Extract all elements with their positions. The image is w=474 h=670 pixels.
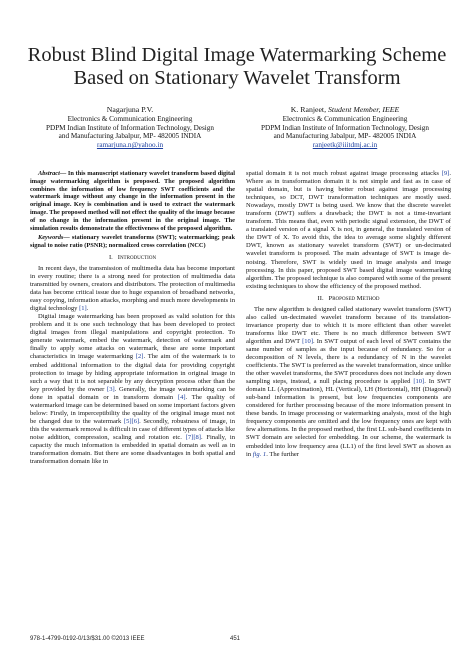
author-institute-line-2: and Manufacturing Jabalpur, MP- 482005 INDIA <box>58 132 202 141</box>
body-text: . The aim of the watermark is to embed additional information to the digital data for providing copyright protection to image by hiding appropriate information in original image in such a way that it is not separable by any decryption process other than the key provided by the owner <box>30 353 236 393</box>
citation-link[interactable]: [2] <box>135 353 144 361</box>
keywords <box>30 234 235 250</box>
author-email-link[interactable]: ramarjuna.n@yahoo.in <box>96 141 164 150</box>
body-text: . In SWT output of each level of SWT contains the same number of samples as the input because of redundancy. So for a decomposition of N levels, there is a redundancy of N in the wavelet coefficients. The SWT is preferred as the wavelet transformation, since unlike the other wavelet transforms, the SWT procedures does not include any down sampling steps, instead, a null placing procedure is applied <box>246 337 451 386</box>
citation-link[interactable]: [10] <box>302 337 314 345</box>
author-institute-line-1: PDPM Indian Institute of Information Technology, Design <box>261 123 429 132</box>
section-title: Introduction <box>117 253 157 261</box>
keywords-label: Keywords— <box>38 234 70 242</box>
author-institute-line-1: PDPM Indian Institute of Information Technology, Design <box>46 123 214 132</box>
intro-paragraph-1 <box>30 265 235 313</box>
citation-link[interactable]: [7][8] <box>185 433 201 441</box>
section-number: II. <box>317 294 324 302</box>
section-heading-introduction <box>30 254 235 262</box>
citation-link[interactable]: [9] <box>441 170 450 177</box>
method-paragraph-1 <box>246 306 451 459</box>
body-text: . Secondly, robustness of image, in this the watermark removal is difficult in case of different types of attacks like noise addition, compression, scaling and rotation etc. <box>30 417 236 441</box>
right-column <box>246 170 451 459</box>
author-name <box>250 104 440 115</box>
intro-paragraph-2 <box>30 313 235 466</box>
author-department: Electronics & Communication Engineering <box>282 115 408 123</box>
abstract-label: Abstract— <box>38 170 67 177</box>
body-text: . The quality of watermarked image can be determined based on some important factors given below: Firstly, in imperceptibility the quality of the original image must not be changed due to the watermark <box>30 393 236 425</box>
author-institute-line-2: and Manufacturing Jabalpur, MP- 482005 INDIA <box>273 132 417 141</box>
author-name-text: K. Ranjeet, <box>290 105 327 114</box>
figure-reference-link[interactable]: fig. 1 <box>252 450 267 458</box>
author-block-1 <box>35 104 225 150</box>
body-text: . The further <box>266 450 299 458</box>
keywords-text: stationary wavelet transforms (SWT); watermarking; peak signal to noise ratio (PSNR); normalized cross correlation (NCC) <box>30 234 235 250</box>
intro-paragraph-3 <box>246 170 451 291</box>
left-column <box>30 170 235 466</box>
body-text: In recent days, the transmission of multimedia data has become important in every routine; there is a strong need for protection of multimedia data transmitted by owners, creators and distributors. The protection of multimedia data has become critical issue due to huge expansion of broadband networks, easy copying, information attacks, morphing and much more developments in digital technology <box>30 264 235 313</box>
citation-link[interactable]: [5][6] <box>123 417 140 425</box>
body-text: . In SWT domain LL (Approximation), HL (Vertical), LH (Horizontal), HH (Diagonal) sub-band information is present, but low frequencies components are considered for further processing because of the more information present in these bands. In image processing or watermarking analysis, most of the high frequency components are omitted and the low frequency ones are kept with few alternations. In the proposed method, the first LL sub-band coefficients in SWT domain are selected for embedding. In our scheme, the watermark is embedded into low frequency area (LL1) of the first level SWT as shown as in <box>246 378 451 458</box>
author-block-2 <box>250 104 440 150</box>
author-email-link[interactable]: ranjeetk@iiitdmj.ac.in <box>312 141 378 150</box>
section-number: I. <box>108 253 113 261</box>
abstract <box>30 170 235 232</box>
body-text: The new algorithm is designed called stationary wavelet transform (SWT) also called un-decimated wavelet transform because of its translation-invariance property due to which it is more efficient than other wavelet transforms like DWT etc. There is no much difference between SWT algorithm and DWT <box>246 305 451 345</box>
author-department: Electronics & Communication Engineering <box>67 115 193 123</box>
author-name: Nagarjuna P.V. <box>106 105 154 114</box>
body-text: Digital image watermarking has been proposed as valid solution for this problem and it is one such technology that has been developed to protect digital images from illegal manipulations and copyright protection. To generate watermark, embed the watermark, detection of watermark and finally to apply some attacks on watermark, these are some important characteristics in image watermarking <box>30 313 235 361</box>
citation-link[interactable]: [1] <box>79 305 87 313</box>
abstract-text: In this manuscript stationary wavelet transform based digital image watermarking algorithm is proposed. The proposed algorithm combines the information of low frequency SWT coefficients and the watermark image without any change in the information present in the original image. Key is combination and is used to extract the watermark image. The proposed method will not effect the quality of the image because of no change in the information present in the original image. The simulation results demonstrate the effectiveness of the proposed algorithm. <box>30 170 235 232</box>
paper-title-line-1: Robust Blind Digital Image Watermarking Scheme <box>27 44 447 66</box>
body-text: . Finally, in capacity the much information is embedded in spatial domain as well as in transformation domain. But there are some disadvantages in both spatial and transformation domain like in <box>30 433 236 466</box>
citation-link[interactable]: [3] <box>107 385 115 393</box>
body-text: spatial domain it is not much robust against image processing attacks <box>246 170 442 177</box>
body-text: . Where as in transformation domain it is not simple and fast as in case of spatial domain, but is having better robust against image processing techniques, so DCT, DWT transformation techniques are mostly used. Nowadays, mostly DWT is being used. We know that the discrete wavelet transform (DWT) suffers a drawback; the DWT is not a time-invariant transform. This means that, even with periodic signal extension, the DWT of a translated version of a signal X is not, in general, the translated version of the DWT of X. To avoid this, the idea to average some slightly different DWT, known as stationary wavelet transform (SWT) or un-decimated wavelet transform is proposed. The main advantage of SWT is image de-noising. Therefore, SWT is widely used in image analysis and image processing. In this paper, proposed SWT based digital image watermarking algorithm. The proposed technique is also compared with some of the present existing techniques to show the efficiency of the proposed method. <box>246 170 451 290</box>
section-heading-proposed-method <box>246 295 451 303</box>
paper-title-line-2: Based on Stationary Wavelet Transform <box>73 67 401 89</box>
body-text: . <box>86 305 89 313</box>
section-title: Proposed Method <box>328 294 380 302</box>
citation-link[interactable]: [4] <box>177 393 186 401</box>
body-text: . Generally, the image watermarking can be done in spatial domain or in transform domain <box>30 385 235 401</box>
footer-page-number: 451 <box>230 636 241 642</box>
footer-isbn: 978-1-4799-0192-0/13/$31.00 ©2013 IEEE <box>30 636 145 642</box>
citation-link[interactable]: [10] <box>413 378 425 386</box>
author-membership: Student Member, IEEE <box>328 105 400 114</box>
